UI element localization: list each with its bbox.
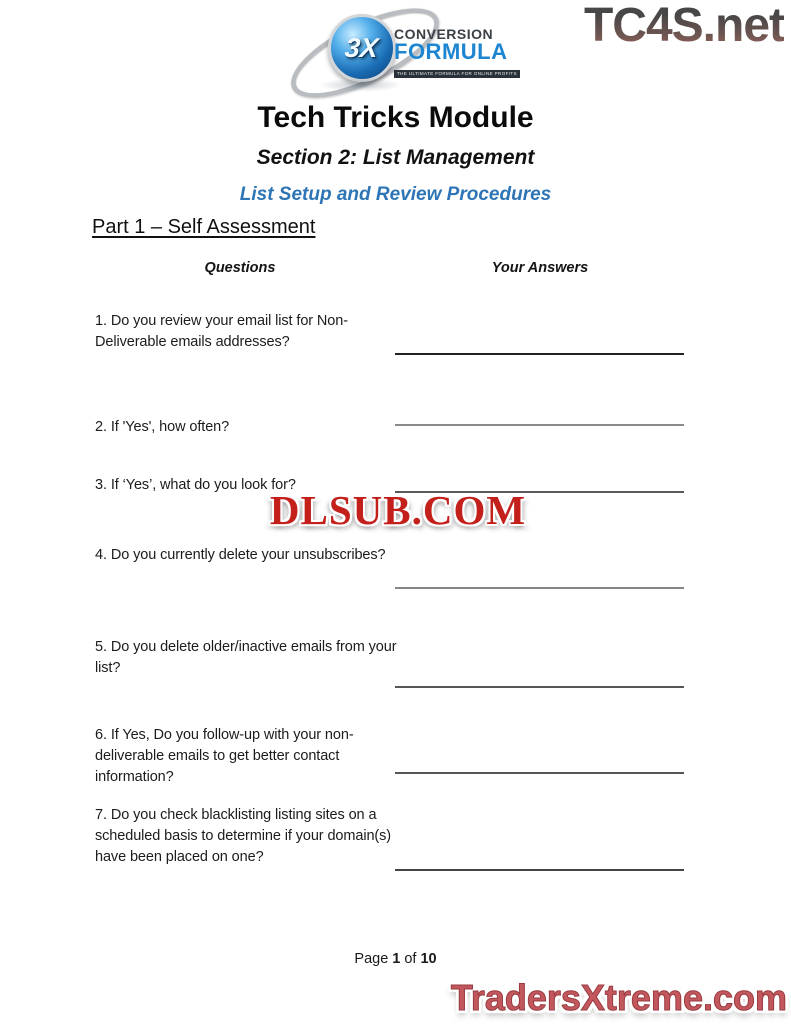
answer-line-7 bbox=[395, 869, 684, 871]
question-1: 1. Do you review your email list for Non-Deliverable emails addresses? bbox=[95, 313, 348, 350]
footer-word-of: of bbox=[404, 951, 417, 967]
question-6: 6. If Yes, Do you follow-up with your non-deliverable emails to get better contact information? bbox=[95, 727, 354, 785]
part-heading: Part 1 – Self Assessment bbox=[92, 216, 316, 238]
page-footer bbox=[0, 951, 791, 967]
logo-name-line2: FORMULA bbox=[394, 39, 508, 64]
logo-name-line1: CONVERSION bbox=[394, 26, 494, 42]
subsection-heading: List Setup and Review Procedures bbox=[239, 184, 552, 205]
answers-column-header: Your Answers bbox=[491, 260, 589, 276]
answer-line-2 bbox=[395, 424, 684, 426]
logo-3x-globe-icon bbox=[328, 14, 396, 82]
logo-wordmark bbox=[394, 26, 520, 80]
logo-tagline: THE ULTIMATE FORMULA FOR ONLINE PROFITS bbox=[394, 70, 520, 78]
logo-reflection bbox=[318, 78, 403, 92]
answer-line-1 bbox=[395, 353, 684, 355]
footer-total-pages: 10 bbox=[420, 951, 437, 967]
answer-line-5 bbox=[395, 686, 684, 688]
footer-word-page: Page bbox=[354, 951, 389, 967]
question-4: 4. Do you currently delete your unsubscribes? bbox=[95, 547, 386, 563]
page-title: Tech Tricks Module bbox=[257, 101, 534, 134]
questions-column-header: Questions bbox=[204, 260, 276, 276]
logo-badge-text: 3X bbox=[343, 32, 381, 63]
question-5: 5. Do you delete older/inactive emails from your list? bbox=[95, 639, 397, 676]
answer-line-6 bbox=[395, 772, 684, 774]
section-heading: Section 2: List Management bbox=[256, 146, 535, 169]
conversion-formula-logo bbox=[312, 2, 517, 94]
question-3: 3. If ‘Yes’, what do you look for? bbox=[95, 477, 296, 493]
dlsub-watermark: DLSUB.COM bbox=[269, 487, 527, 533]
tc4s-watermark: TC4S.net bbox=[583, 0, 784, 52]
footer-current-page: 1 bbox=[392, 951, 401, 967]
answer-line-4 bbox=[395, 587, 684, 589]
question-7: 7. Do you check blacklisting listing sites on a scheduled basis to determine if your domain(s) have been placed on one? bbox=[95, 807, 392, 865]
tradersxtreme-watermark: TradersXtreme.com bbox=[450, 977, 787, 1018]
question-2: 2. If 'Yes', how often? bbox=[95, 419, 230, 435]
